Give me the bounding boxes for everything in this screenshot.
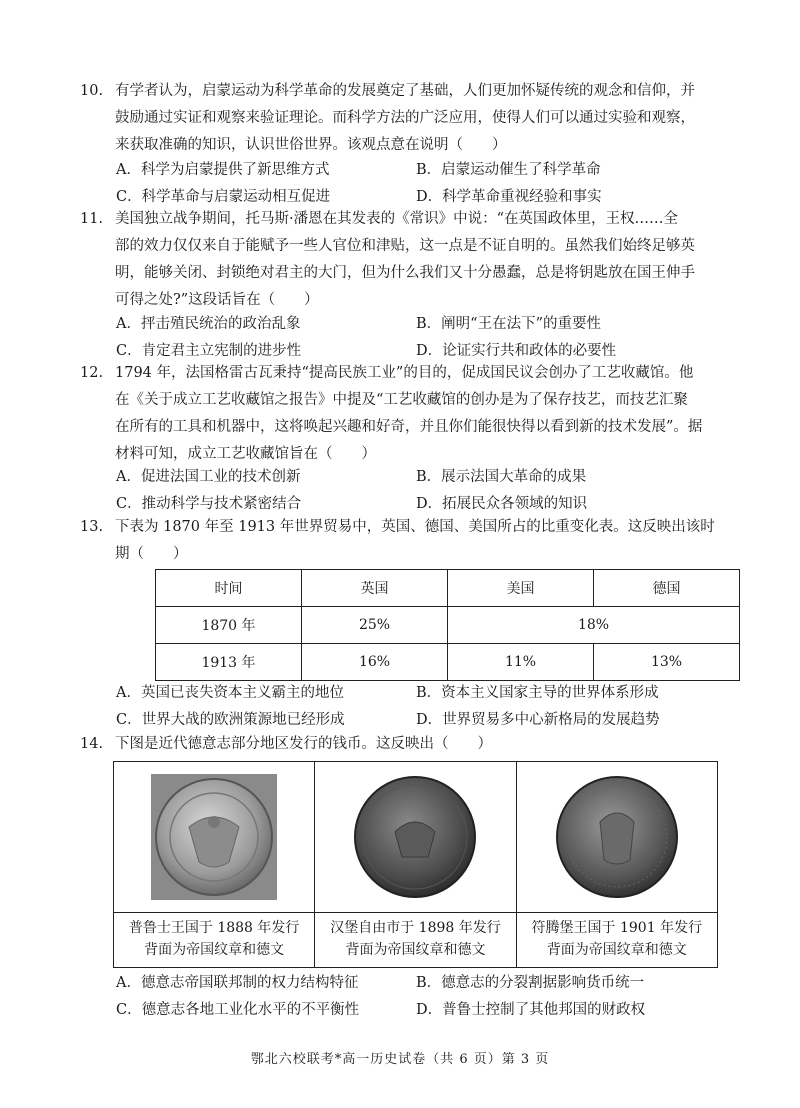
question-text-line: 1794 年，法国格雷古瓦秉持“提高民族工业”的目的，促成国民议会创办了工艺收藏馆。他 [115,365,694,381]
question-number: 13. [80,519,104,535]
table-header-row [156,570,740,607]
coin-caption [517,913,717,967]
options-13 [116,680,716,734]
table-cell-merged: 18% [448,607,740,644]
option-c[interactable]: C．肯定君主立宪制的进步性 [116,343,302,359]
option-c[interactable]: C．科学革命与启蒙运动相互促进 [116,189,331,205]
coin-image [114,762,314,913]
question-text-line: 美国独立战争期间，托马斯·潘恩在其发表的《常识》中说：“在英国政体里，王权……全 [115,211,679,227]
option-d[interactable]: D．科学革命重视经验和事实 [416,189,602,205]
table-row [156,644,740,681]
question-text-line: 有学者认为，启蒙运动为科学革命的发展奠定了基础，人们更加怀疑传统的观念和信仰，并 [115,83,695,99]
option-d[interactable]: D．论证实行共和政体的必要性 [416,343,617,359]
caption-line: 背面为帝国纹章和德文 [144,942,285,958]
option-b[interactable]: B．阐明“王在法下”的重要性 [416,316,601,332]
table-cell: 1870 年 [156,607,302,644]
option-b[interactable]: B．启蒙运动催生了科学革命 [416,162,601,178]
option-d[interactable]: D．普鲁士控制了其他邦国的财政权 [416,1002,646,1018]
table-header-cell: 德国 [594,570,740,607]
prussia-coin-icon [149,772,279,902]
table-cell: 25% [302,607,448,644]
question-text-line: 下表为 1870 年至 1913 年世界贸易中，英国、德国、美国所占的比重变化表。这反映出该时 [115,519,715,535]
option-a[interactable]: A．抨击殖民统治的政治乱象 [116,316,301,332]
coin-image [315,762,515,913]
option-d[interactable]: D．拓展民众各领域的知识 [416,496,588,512]
option-b[interactable]: B．展示法国大革命的成果 [416,469,587,485]
page-footer: 鄂北六校联考*高一历史试卷（共 6 页）第 3 页 [250,1052,550,1067]
caption-line: 符腾堡王国于 1901 年发行 [531,920,703,936]
option-d[interactable]: D．世界贸易多中心新格局的发展趋势 [416,712,660,728]
table-cell: 11% [448,644,594,681]
question-number: 12. [80,365,104,381]
question-text-line: 部的效力仅仅来自于能赋予一些人官位和津贴，这一点是不证自明的。虽然我们始终足够英 [115,238,695,254]
question-text-line: 来获取准确的知识，认识世俗世界。该观点意在说明（ ） [115,137,507,153]
caption-line: 汉堡自由市于 1898 年发行 [330,920,501,936]
question-11 [80,206,720,314]
question-number: 14. [80,736,104,752]
question-text-line: 期（ ） [115,546,188,562]
option-c[interactable]: C．世界大战的欧洲策源地已经形成 [116,712,345,728]
coin-figure [113,761,718,968]
table-header-cell: 美国 [448,570,594,607]
coin-image [517,762,717,913]
table-row [156,607,740,644]
caption-line: 背面为帝国纹章和德文 [345,942,486,958]
question-10 [80,78,720,159]
option-a[interactable]: A．德意志帝国联邦制的权力结构特征 [116,975,359,991]
option-b[interactable]: B．德意志的分裂割据影响货币统一 [416,975,645,991]
options-11 [116,311,716,365]
hamburg-coin-icon [350,772,480,902]
question-text-line: 在所有的工具和机器中，这将唤起兴趣和好奇，并且你们能很快得以看到新的技术发展”。据 [115,419,703,435]
option-c[interactable]: C．推动科学与技术紧密结合 [116,496,302,512]
option-a[interactable]: A．英国已丧失资本主义霸主的地位 [116,685,344,701]
question-14 [80,731,720,758]
coin-panel-hamburg [315,762,516,967]
coin-panel-prussia [114,762,315,967]
table-cell: 1913 年 [156,644,302,681]
trade-share-table [155,569,740,681]
question-number: 10. [80,83,104,99]
table-header-cell: 英国 [302,570,448,607]
question-text-line: 下图是近代德意志部分地区发行的钱币。这反映出（ ） [115,736,492,752]
option-c[interactable]: C．德意志各地工业化水平的不平衡性 [116,1002,360,1018]
table-cell: 13% [594,644,740,681]
option-b[interactable]: B．资本主义国家主导的世界体系形成 [416,685,659,701]
question-text-line: 可得之处?”这段话旨在（ ） [115,292,319,308]
question-text-line: 材料可知，成立工艺收藏馆旨在（ ） [115,446,376,462]
wurttemberg-coin-icon [552,772,682,902]
table-cell: 16% [302,644,448,681]
question-number: 11. [80,211,104,227]
coin-caption [114,913,314,967]
coin-panel-wurttemberg [517,762,717,967]
option-a[interactable]: A．促进法国工业的技术创新 [116,469,301,485]
options-14 [116,970,716,1024]
question-text-line: 鼓励通过实证和观察来验证理论。而科学方法的广泛应用，使得人们可以通过实验和观察， [115,110,695,126]
options-10 [116,157,716,211]
question-text-line: 明，能够关闭、封锁绝对君主的大门，但为什么我们又十分愚蠢，总是将钥匙放在国王伸手 [115,265,695,281]
options-12 [116,464,716,518]
question-12 [80,360,720,468]
option-a[interactable]: A．科学为启蒙提供了新思维方式 [116,162,330,178]
table-header-cell: 时间 [156,570,302,607]
caption-line: 背面为帝国纹章和德文 [546,942,687,958]
question-13 [80,514,720,568]
question-text-line: 在《关于成立工艺收藏馆之报告》中提及“工艺收藏馆的创办是为了保存技艺，而技艺汇聚 [115,392,688,408]
caption-line: 普鲁士王国于 1888 年发行 [128,920,300,936]
coin-caption [315,913,515,967]
